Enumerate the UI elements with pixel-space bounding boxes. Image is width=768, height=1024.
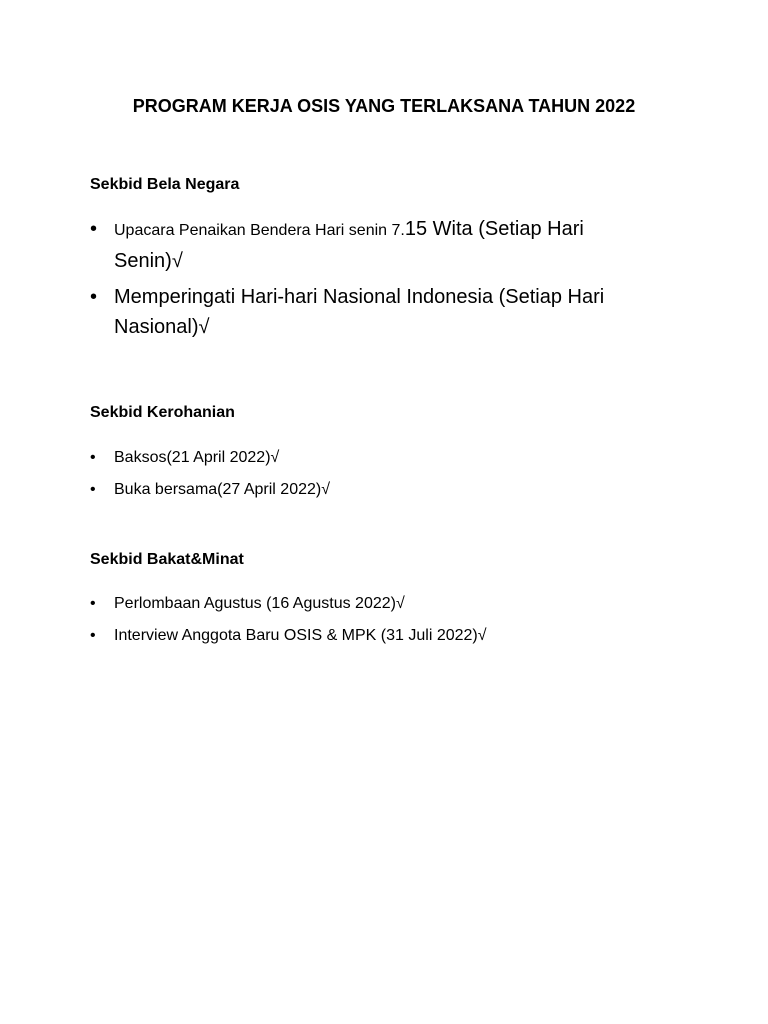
- section-heading-bakat-minat: Sekbid Bakat&Minat: [90, 551, 244, 568]
- document-title: PROGRAM KERJA OSIS YANG TERLAKSANA TAHUN 2022: [132, 96, 636, 116]
- bullet-icon: •: [90, 449, 96, 466]
- list-item: [90, 588, 487, 620]
- list-item-text: Buka bersama(27 April 2022)√: [114, 481, 331, 498]
- bullet-icon: •: [90, 627, 96, 644]
- section-heading-bela-negara: Sekbid Bela Negara: [90, 176, 240, 193]
- list-item: [90, 474, 330, 506]
- list-item-suffix: 15 Wita (Setiap Hari Senin)√: [114, 218, 584, 272]
- list-item: [90, 442, 330, 474]
- kerohanian-list: [90, 442, 330, 506]
- bullet-icon: •: [90, 286, 98, 308]
- list-item: [90, 214, 650, 276]
- list-item-text: Memperingati Hari-hari Nasional Indonesia (Setiap Hari Nasional)√: [114, 286, 605, 338]
- list-item-text: Baksos(21 April 2022)√: [114, 449, 280, 466]
- bela-negara-list: [90, 214, 650, 342]
- bakat-minat-list: [90, 588, 487, 652]
- list-item-text: [114, 214, 650, 276]
- bullet-icon: •: [90, 218, 98, 240]
- list-item: [90, 620, 487, 652]
- list-item-text: Perlombaan Agustus (16 Agustus 2022)√: [114, 595, 405, 612]
- section-heading-kerohanian: Sekbid Kerohanian: [90, 404, 235, 421]
- bullet-icon: •: [90, 481, 96, 498]
- list-item: [90, 282, 650, 342]
- bullet-icon: •: [90, 595, 96, 612]
- list-item-prefix: Upacara Penaikan Bendera Hari senin 7.: [114, 222, 405, 239]
- list-item-text: Interview Anggota Baru OSIS & MPK (31 Juli 2022)√: [114, 627, 487, 644]
